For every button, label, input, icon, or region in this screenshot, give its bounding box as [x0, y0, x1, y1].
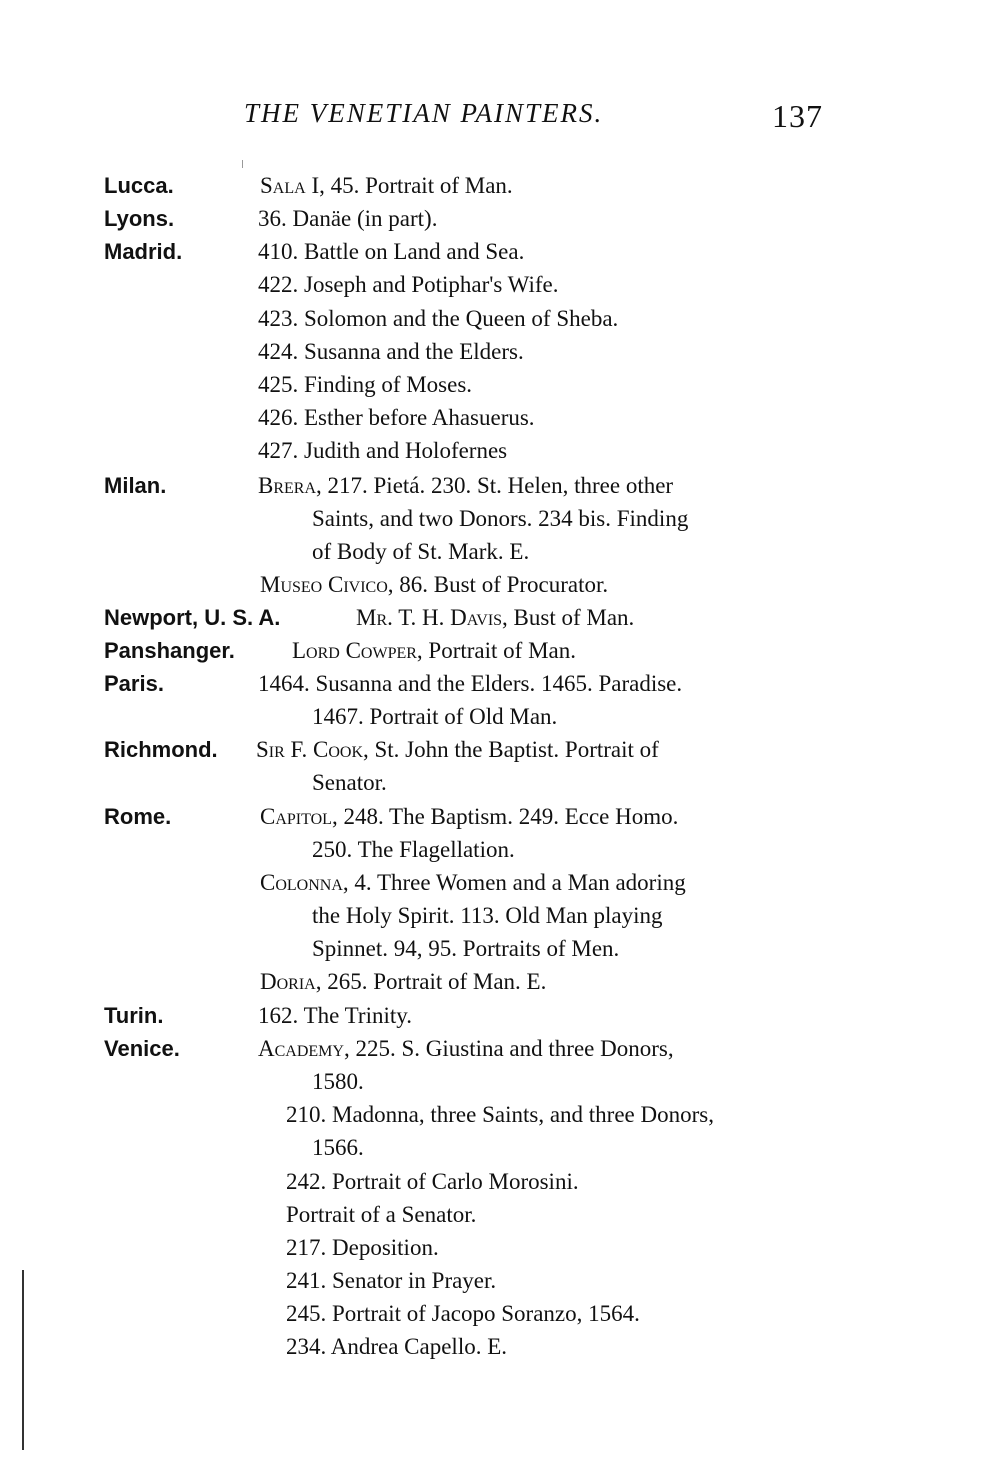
place-lyons: Lyons.	[104, 206, 175, 231]
entry-line: 425. Finding of Moses.	[258, 372, 473, 397]
place-madrid: Madrid.	[104, 239, 183, 264]
place-milan: Milan.	[104, 473, 167, 498]
entry-text: , Bust of Man.	[502, 605, 635, 630]
place-panshanger: Panshanger.	[104, 638, 235, 663]
collection-name: Academy	[258, 1036, 344, 1061]
collection-name: Doria	[260, 969, 316, 994]
place-lucca: Lucca.	[104, 173, 174, 198]
entry-text: , 4. Three Women and a Man adoring	[342, 870, 686, 895]
entry-line	[258, 1035, 674, 1063]
entry-text: I, 45. Portrait of Man.	[305, 173, 513, 198]
collection-name: Sala	[260, 173, 306, 198]
entry-line: 426. Esther before Ahasuerus.	[258, 405, 535, 430]
entry-line: 210. Madonna, three Saints, and three Donors,	[286, 1102, 714, 1127]
entry-line: 242. Portrait of Carlo Morosini.	[286, 1169, 579, 1194]
place-venice: Venice.	[104, 1036, 180, 1061]
entry-line: 424. Susanna and the Elders.	[258, 339, 524, 364]
entry-line: 162. The Trinity.	[258, 1003, 413, 1028]
collection-name: Lord Cowper	[292, 638, 417, 663]
entry-line: 36. Danäe (in part).	[258, 206, 438, 231]
place-newport: Newport, U. S. A.	[104, 605, 281, 630]
collection-name: Capitol	[260, 804, 332, 829]
entry-text: , 225. S. Giustina and three Donors,	[343, 1036, 674, 1061]
place-rome: Rome.	[104, 804, 172, 829]
entry-line: 1467. Portrait of Old Man.	[312, 704, 558, 729]
entry-line: 422. Joseph and Potiphar's Wife.	[258, 272, 559, 297]
entry-line: Senator.	[312, 770, 387, 795]
entry-line: 423. Solomon and the Queen of Sheba.	[258, 306, 619, 331]
place-turin: Turin.	[104, 1003, 164, 1028]
running-title: THE VENETIAN PAINTERS.	[244, 98, 604, 128]
entry-line: 410. Battle on Land and Sea.	[258, 239, 525, 264]
scan-artifact-dot	[242, 160, 243, 168]
entry-text: , 217. Pietá. 230. St. Helen, three other	[316, 473, 674, 498]
collection-name: Sir F. Cook	[256, 737, 363, 762]
page-number: 137	[772, 98, 823, 134]
collection-name: Brera	[258, 473, 317, 498]
entry-line	[292, 637, 576, 665]
entry-line: 245. Portrait of Jacopo Soranzo, 1564.	[286, 1301, 640, 1326]
entry-line: 1566.	[312, 1135, 364, 1160]
entry-line	[260, 571, 608, 599]
entry-line: the Holy Spirit. 113. Old Man playing	[312, 903, 663, 928]
entry-line	[258, 472, 673, 500]
entry-line	[260, 869, 686, 897]
place-richmond: Richmond.	[104, 737, 218, 762]
entry-line: 217. Deposition.	[286, 1235, 439, 1260]
entry-text: , Portrait of Man.	[416, 638, 576, 663]
entry-text: , 86. Bust of Procurator.	[387, 572, 609, 597]
collection-name: Museo Civico	[260, 572, 388, 597]
collection-name: Mr. T. H. Davis	[356, 605, 503, 630]
entry-line: Spinnet. 94, 95. Portraits of Men.	[312, 936, 620, 961]
place-paris: Paris.	[104, 671, 164, 696]
entry-line: 1464. Susanna and the Elders. 1465. Paradise.	[258, 671, 683, 696]
scan-edge-line	[22, 1270, 24, 1450]
entry-text: , 248. The Baptism. 249. Ecce Homo.	[331, 804, 679, 829]
entry-line	[260, 968, 546, 996]
entry-line: 427. Judith and Holofernes	[258, 438, 508, 463]
entry-line: 1580.	[312, 1069, 364, 1094]
entry-line: 250. The Flagellation.	[312, 837, 515, 862]
entry-text: , St. John the Baptist. Portrait of	[363, 737, 659, 762]
entry-text: , 265. Portrait of Man. E.	[315, 969, 547, 994]
entry-line: of Body of St. Mark. E.	[312, 539, 530, 564]
entry-line: 234. Andrea Capello. E.	[286, 1334, 508, 1359]
entry-line	[256, 736, 659, 764]
entry-line: Saints, and two Donors. 234 bis. Finding	[312, 506, 689, 531]
collection-name: Colonna	[260, 870, 343, 895]
entry-line: 241. Senator in Prayer.	[286, 1268, 497, 1293]
entry-line	[260, 172, 513, 200]
entry-line	[356, 604, 634, 632]
entry-line: Portrait of a Senator.	[286, 1202, 477, 1227]
entry-line	[260, 803, 678, 831]
